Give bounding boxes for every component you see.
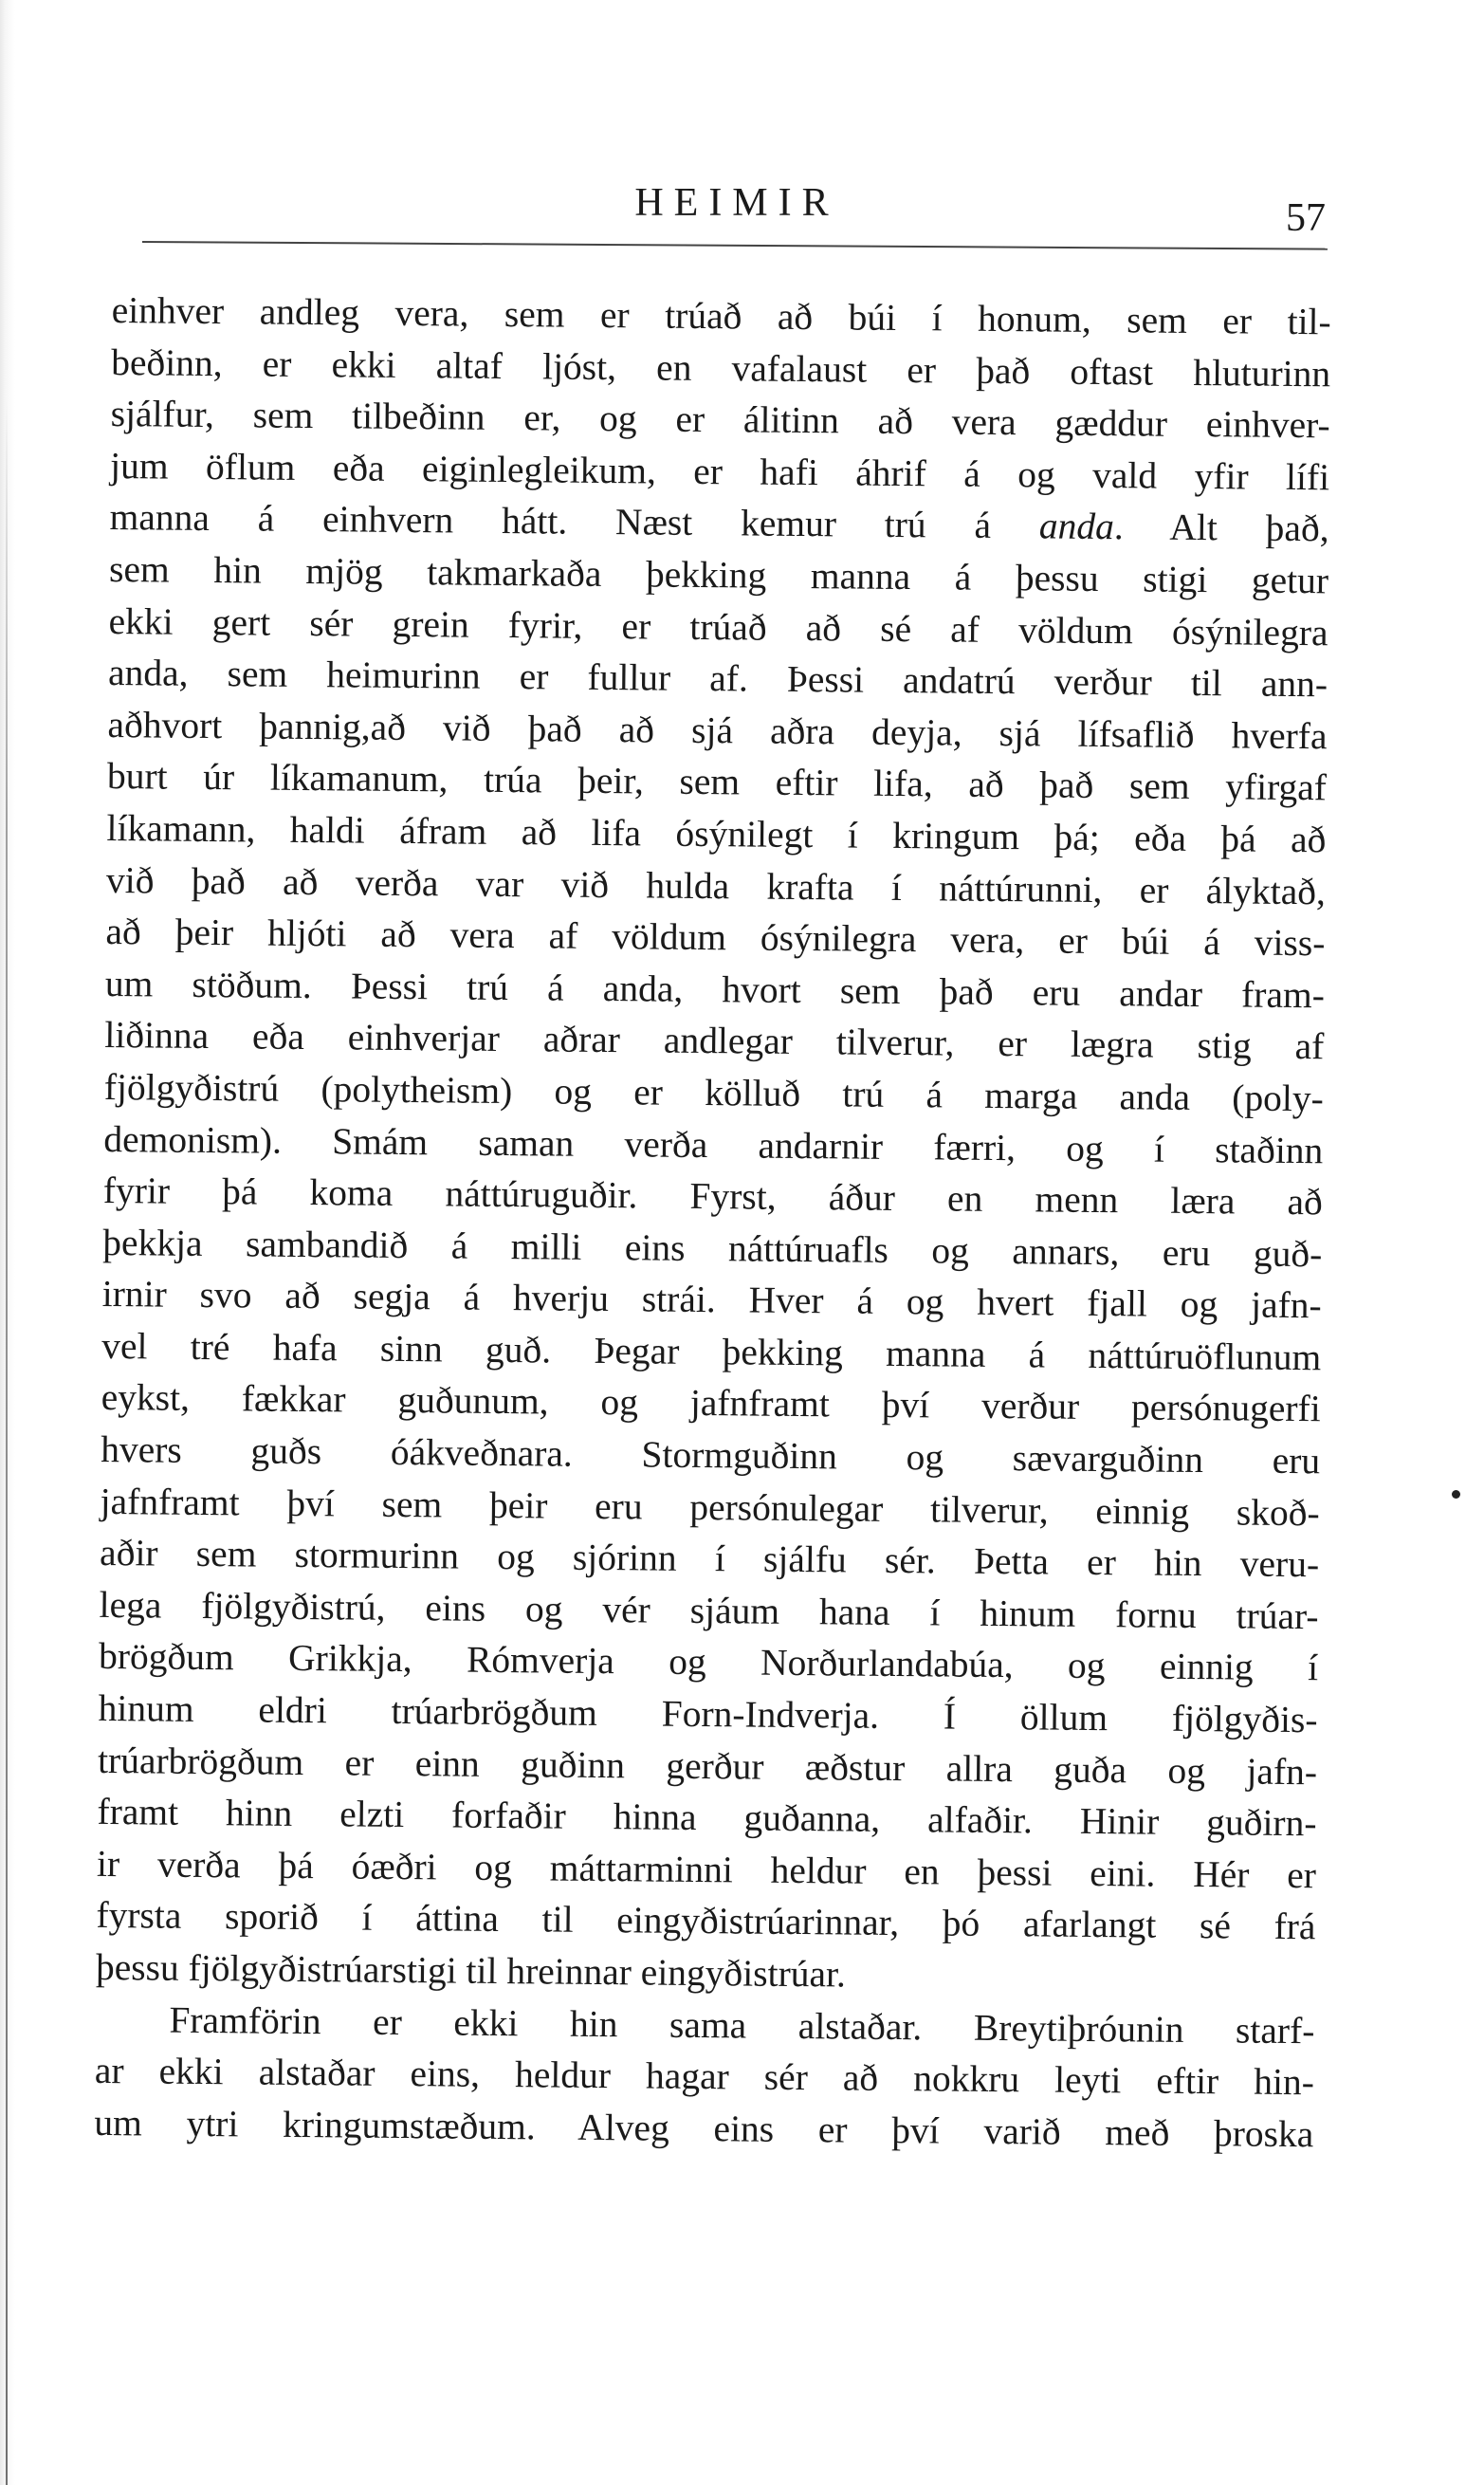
text-line: burt úr líkamanum, trúa þeir, sem eftir lifa, að það sem yfirgaf <box>106 755 1328 809</box>
text-line: brögðum Grikkja, Rómverja og Norðurlandabúa, og einnig í <box>98 1635 1319 1689</box>
text-line: við það að verða var við hulda krafta í náttúrunni, er ályktað, <box>105 858 1327 912</box>
text-line: fyrsta sporið í áttina til eingyðistrúarinnar, þó afarlangt sé frá <box>96 1894 1316 1948</box>
text-line: ar ekki alstaðar eins, heldur hagar sér að nokkru leyti eftir hin- <box>94 2050 1315 2104</box>
text-line: liðinna eða einhverjar aðrar andlegar tilverur, er lægra stig af <box>104 1014 1325 1068</box>
text-line: Framförin er ekki hin sama alstaðar. Breytiþróunin starf- <box>169 1998 1315 2052</box>
text-line: eykst, fækkar guðunum, og jafnframt því verður persónugerfi <box>101 1376 1321 1430</box>
text-line: ekki gert sér grein fyrir, er trúað að sé af völdum ósýnilegra <box>108 599 1328 653</box>
text-line: að þeir hljóti að vera af völdum ósýnilegra vera, er búi á viss- <box>105 911 1326 965</box>
text-line: hinum eldri trúarbrögðum Forn-Indverja. Í öllum fjölgyðis- <box>98 1686 1318 1741</box>
text-line: irnir svo að segja á hverju strái. Hver á og hvert fjall og jafn- <box>101 1273 1322 1327</box>
text-line: manna á einhvern hátt. Næst kemur trú á anda. Alt það, <box>109 496 1329 550</box>
text-line: aðhvort þannig,að við það að sjá aðra deyja, sjá lífsaflið hverfa <box>107 703 1328 758</box>
italic-word: anda <box>1038 505 1115 548</box>
text-line: anda, sem heimurinn er fullur af. Þessi andatrú verður til ann- <box>107 652 1328 706</box>
header-rule <box>142 241 1328 250</box>
page-number: 57 <box>1286 196 1326 240</box>
text-line: fyrir þá koma náttúruguðir. Fyrst, áður en menn læra að <box>102 1169 1323 1224</box>
text-line: þessu fjölgyðistrúarstigi til hreinnar eingyðistrúar. <box>95 1945 847 1996</box>
text-line: beðinn, er ekki altaf ljóst, en vafalaust er það oftast hluturinn <box>111 341 1331 395</box>
text-line: framt hinn elzti forfaðir hinna guðanna, alfaðir. Hinir guðirn- <box>97 1791 1317 1845</box>
running-header-title: HEIMIR <box>634 181 839 225</box>
text-line: einhver andleg vera, sem er trúað að búi í honum, sem er til- <box>111 288 1331 343</box>
scan-speck <box>1452 1490 1460 1499</box>
text-line: jum öflum eða eiginlegleikum, er hafi áhrif á og vald yfir lífi <box>109 444 1330 499</box>
text-line: ir verða þá óæðri og máttarminni heldur en þessi eini. Hér er <box>96 1842 1317 1897</box>
text-line: sjálfur, sem tilbeðinn er, og er álitinn að vera gæddur einhver- <box>110 393 1330 447</box>
text-line: sem hin mjög takmarkaða þekking manna á þessu stigi getur <box>108 547 1329 602</box>
text-line: líkamann, haldi áfram að lifa ósýnilegt í kringum þá; eða þá að <box>106 806 1327 861</box>
text-line: aðir sem stormurinn og sjórinn í sjálfu sér. Þetta er hin veru- <box>99 1532 1320 1586</box>
text-line: trúarbrögðum er einn guðinn gerður æðstur allra guða og jafn- <box>97 1739 1318 1793</box>
text-line: um stöðum. Þessi trú á anda, hvort sem það eru andar fram- <box>104 962 1326 1017</box>
body-text <box>94 285 1331 2161</box>
text-line: jafnframt því sem þeir eru persónulegar tilverur, einnig skoð- <box>100 1480 1320 1534</box>
text-line: vel tré hafa sinn guð. Þegar þekking manna á náttúruöflunum <box>101 1324 1322 1379</box>
text-line: demonism). Smám saman verða andarnir færri, og í staðinn <box>103 1117 1324 1171</box>
text-line: þekkja sambandið á milli eins náttúruafls og annars, eru guð- <box>102 1221 1323 1275</box>
text-line: um ytri kringumstæðum. Alveg eins er því varið með þroska <box>94 2101 1314 2156</box>
text-line: lega fjölgyðistrú, eins og vér sjáum hana í hinum fornu trúar- <box>99 1583 1319 1638</box>
text-line: fjölgyðistrú (polytheism) og er kölluð trú á marga anda (poly- <box>103 1065 1325 1120</box>
text-line: hvers guðs óákveðnara. Stormguðinn og sævarguðinn eru <box>101 1428 1321 1482</box>
binding-edge <box>0 0 15 2485</box>
